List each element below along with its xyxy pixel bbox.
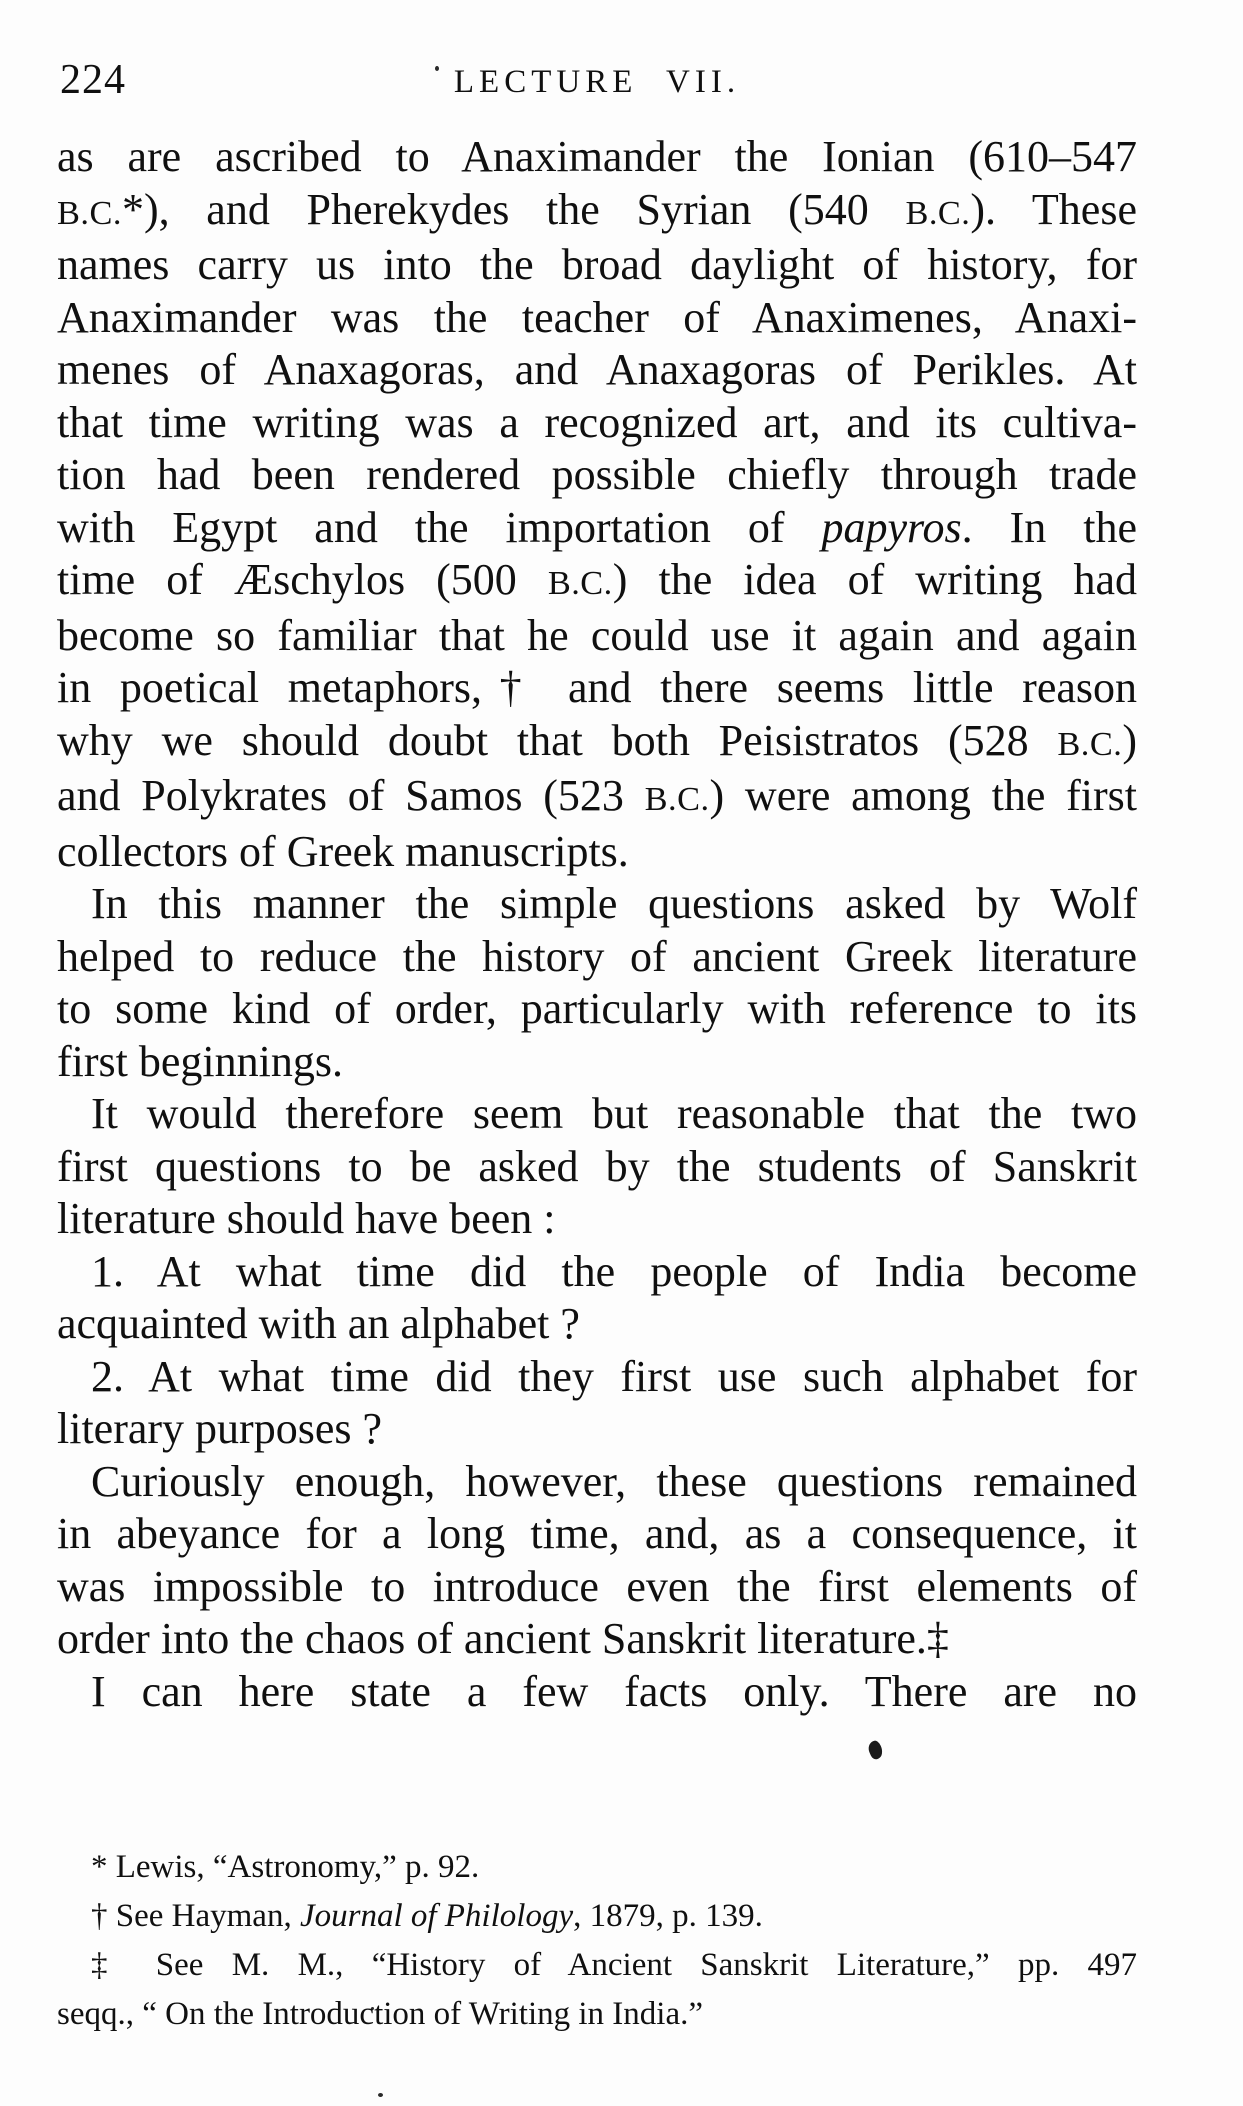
small-caps-text: B.C.: [905, 193, 971, 232]
text-line: [57, 502, 1137, 555]
text-segment: Anaximander was the teacher of Anaximenes, Anaxi-: [57, 292, 1137, 342]
text-segment: 2. At what time did they first use such alphabet for: [91, 1351, 1137, 1401]
text-line: [57, 610, 1137, 663]
text-segment: time of Æschylos (500: [57, 555, 548, 604]
text-line: [57, 1561, 1137, 1614]
text-segment: literary purposes ?: [57, 1404, 382, 1453]
footnotes: [57, 1843, 1137, 2039]
small-caps-text: B.C.: [644, 780, 710, 818]
text-segment: . In the: [961, 502, 1137, 552]
text-line: [57, 1508, 1137, 1561]
text-segment: in poetical metaphors,† and there seems little reason: [57, 663, 1137, 712]
text-segment: tion had been rendered possible chiefly through trade: [57, 450, 1137, 499]
text-line: [57, 1351, 1137, 1404]
text-segment: collectors of Greek manuscripts.: [57, 826, 629, 876]
text-line: [57, 662, 1137, 715]
text-segment: ) were among the first: [709, 771, 1138, 820]
text-segment: first beginnings.: [57, 1036, 343, 1086]
text-line: [57, 1990, 1137, 2039]
text-segment: menes of Anaxagoras, and Anaxagoras of Perikles. At: [57, 345, 1137, 394]
running-header: LECTURE VII.: [453, 64, 741, 100]
scan-speck: [378, 2093, 383, 2097]
text-line: [57, 344, 1137, 397]
text-segment: Curiously enough, however, these questions remained: [91, 1456, 1137, 1506]
text-segment: was impossible to introduce even the first elements of: [57, 1561, 1137, 1611]
ink-blot: [866, 1739, 885, 1761]
text-line: [57, 770, 1137, 826]
page-number: 224: [60, 57, 126, 103]
text-segment: order into the chaos of ancient Sanskrit literature.‡: [57, 1614, 949, 1663]
text-segment: In this manner the simple questions asked by Wolf: [91, 879, 1137, 928]
text-line: [57, 1666, 1137, 1719]
text-line: [57, 184, 1137, 240]
text-segment: that time writing was a recognized art, and its cultiva-: [57, 397, 1137, 447]
text-line: [57, 878, 1137, 931]
text-segment: as are ascribed to Anaximander the Ionian (610–547: [57, 132, 1137, 181]
text-line: [57, 1613, 1137, 1666]
text-line: [57, 1941, 1137, 1990]
scan-speck: [435, 66, 439, 71]
text-segment: † See Hayman,: [91, 1898, 300, 1934]
text-segment: ) the idea of writing had: [612, 555, 1137, 604]
text-line: [57, 397, 1137, 450]
text-line: [57, 931, 1137, 984]
text-segment: names carry us into the broad daylight of history, for: [57, 240, 1137, 289]
text-segment: , 1879, p. 139.: [573, 1898, 763, 1934]
text-line: [57, 554, 1137, 610]
text-line: [57, 1036, 1137, 1089]
small-caps-text: B.C.: [1057, 724, 1123, 763]
text-segment: ). These: [970, 184, 1137, 234]
text-line: [57, 292, 1137, 345]
text-line: [57, 131, 1137, 184]
text-line: [57, 1298, 1137, 1351]
text-segment: It would therefore seem but reasonable that the two: [91, 1089, 1137, 1138]
text-line: [57, 449, 1137, 502]
text-line: [57, 1892, 1137, 1941]
italic-text: Journal of Philology: [299, 1898, 574, 1934]
text-segment: literature should have been :: [57, 1194, 556, 1243]
text-segment: to some kind of order, particularly with reference to its: [57, 984, 1137, 1033]
text-line: [57, 1088, 1137, 1141]
text-line: [57, 1456, 1137, 1509]
text-segment: acquainted with an alphabet ?: [57, 1299, 580, 1348]
italic-text: papyros: [821, 502, 962, 552]
text-line: [57, 1141, 1137, 1194]
small-caps-text: B.C.: [57, 193, 122, 232]
text-line: [57, 1843, 1137, 1892]
text-segment: helped to reduce the history of ancient Greek literature: [57, 931, 1137, 981]
text-segment: * Lewis, “Astronomy,” p. 92.: [91, 1849, 480, 1885]
body-text: [57, 131, 1137, 1718]
text-segment: I can here state a few facts only. There are no: [91, 1666, 1137, 1716]
text-segment: why we should doubt that both Peisistratos (528: [57, 715, 1058, 765]
text-segment: ‡ See M. M., “History of Ancient Sanskrit Literature,” pp. 497: [91, 1947, 1137, 1983]
text-line: [57, 1403, 1137, 1456]
text-segment: ): [1122, 715, 1137, 765]
text-segment: and Polykrates of Samos (523: [57, 771, 645, 820]
text-segment: with Egypt and the importation of: [57, 502, 822, 552]
small-caps-text: B.C.: [547, 564, 613, 602]
text-line: [57, 983, 1137, 1036]
text-line: [57, 715, 1137, 771]
text-line: [57, 1246, 1137, 1299]
text-line: [57, 1193, 1137, 1246]
text-line: [57, 239, 1137, 292]
text-segment: first questions to be asked by the students of Sanskrit: [57, 1141, 1137, 1191]
text-segment: 1. At what time did the people of India become: [91, 1246, 1137, 1296]
text-segment: in abeyance for a long time, and, as a consequence, it: [57, 1509, 1137, 1558]
text-segment: seqq., “ On the Introduction of Writing in India.”: [57, 1996, 703, 2032]
text-segment: *), and Pherekydes the Syrian (540: [121, 184, 906, 234]
text-segment: become so familiar that he could use it again and again: [57, 610, 1137, 660]
text-line: [57, 826, 1137, 879]
